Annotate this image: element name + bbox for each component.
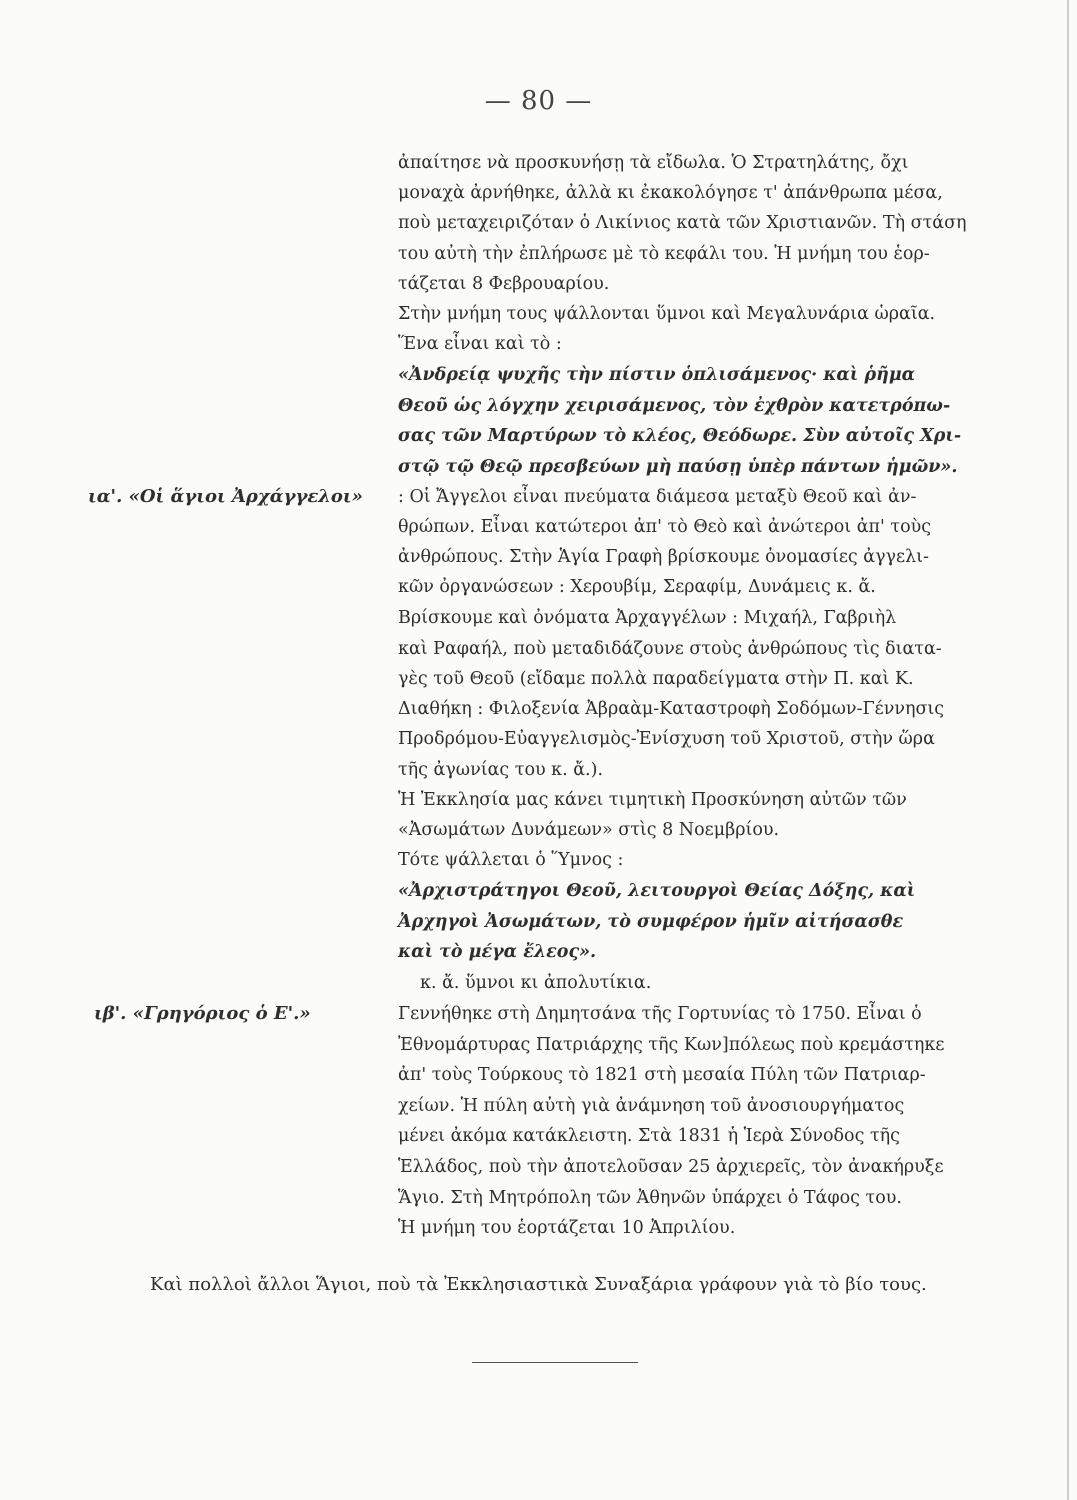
hymn-line: «Ἀνδρείᾳ ψυχῆς τὴν πίστιν ὁπλισάμενος· καὶ ῥῆμα [398, 365, 916, 385]
text-line: «Ἀσωμάτων Δυνάμεων» στὶς 8 Νοεμβρίου. [398, 820, 780, 840]
text-line: Διαθήκη : Φιλοξενία Ἀβραὰμ-Καταστροφὴ Σοδόμων-Γέννησις [398, 699, 945, 719]
text-line: ἀπαίτησε νὰ προσκυνήσῃ τὰ εἴδωλα. Ὁ Στρατηλάτης, ὄχι [398, 153, 909, 173]
text-line: του αὐτὴ τὴν ἐπλήρωσε μὲ τὸ κεφάλι του. Ἡ μνήμη του ἑορ- [398, 244, 930, 264]
text-line: θρώπων. Εἶναι κατώτεροι ἀπ' τὸ Θεὸ καὶ ἀνώτεροι ἀπ' τοὺς [398, 517, 932, 537]
page-number: — 80 — [484, 86, 593, 116]
section-label-ia: ια'. «Οἱ ἅγιοι Ἀρχάγγελοι» [88, 486, 363, 507]
text-line: Στὴν μνήμη τους ψάλλονται ὕμνοι καὶ Μεγαλυνάρια ὡραῖα. [398, 304, 936, 324]
text-line: Ἐθνομάρτυρας Πατριάρχης τῆς Κων]πόλεως ποὺ κρεμάστηκε [398, 1035, 945, 1055]
text-line: τάζεται 8 Φεβρουαρίου. [398, 274, 610, 294]
text-line: καὶ Ραφαήλ, ποὺ μεταδιδάζουνε στοὺς ἀνθρώπους τὶς διατα- [398, 639, 942, 659]
text-line: Τότε ψάλλεται ὁ Ὕμνος : [398, 850, 624, 870]
text-line: τῆς ἀγωνίας του κ. ἄ.). [398, 760, 604, 780]
hymn-line: στῷ τῷ Θεῷ πρεσβεύων μὴ παύσῃ ὑπὲρ πάντων ἡμῶν». [398, 457, 958, 477]
text-line: χείων. Ἡ πύλη αὐτὴ γιὰ ἀνάμνηση τοῦ ἀνοσιουργήματος [398, 1096, 905, 1116]
text-line: Ἡ μνήμη του ἑορτάζεται 10 Ἀπριλίου. [398, 1218, 736, 1238]
text-line: κ. ἄ. ὕμνοι κι ἀπολυτίκια. [420, 973, 652, 993]
text-line: Ἡ Ἐκκλησία μας κάνει τιμητικὴ Προσκύνηση αὐτῶν τῶν [398, 790, 907, 810]
hymn-line: σας τῶν Μαρτύρων τὸ κλέος, Θεόδωρε. Σὺν αὐτοῖς Χρι- [398, 426, 962, 446]
hymn-line: Ἀρχηγοὶ Ἀσωμάτων, τὸ συμφέρον ἡμῖν αἰτήσασθε [398, 912, 904, 932]
section-rule [472, 1362, 638, 1363]
text-line: γὲς τοῦ Θεοῦ (εἴδαμε πολλὰ παραδείγματα στὴν Π. καὶ Κ. [398, 669, 914, 689]
text-line: : Οἱ Ἄγγελοι εἶναι πνεύματα διάμεσα μεταξὺ Θεοῦ καὶ ἀν- [398, 487, 917, 507]
hymn-line: «Ἀρχιστράτηγοι Θεοῦ, λειτουργοὶ Θείας Δόξης, καὶ [398, 881, 916, 901]
hymn-line: Θεοῦ ὡς λόγχην χειρισάμενος, τὸν ἐχθρὸν κατετρόπω- [398, 396, 951, 416]
page-edge [1067, 0, 1069, 1500]
text-line: Γεννήθηκε στὴ Δημητσάνα τῆς Γορτυνίας τὸ 1750. Εἶναι ὁ [398, 1004, 922, 1024]
text-line: ἀνθρώπους. Στὴν Ἁγία Γραφὴ βρίσκουμε ὀνομασίες ἀγγελι- [398, 547, 929, 567]
text-line: μοναχὰ ἀρνήθηκε, ἀλλὰ κι ἐκακολόγησε τ' ἀπάνθρωπα μέσα, [398, 183, 943, 203]
text-line: Ἑλλάδος, ποὺ τὴν ἀποτελοῦσαν 25 ἀρχιερεῖς, τὸν ἀνακήρυξε [398, 1157, 944, 1177]
text-line: Βρίσκουμε καὶ ὀνόματα Ἀρχαγγέλων : Μιχαήλ, Γαβριὴλ [398, 608, 897, 628]
text-line: ποὺ μεταχειριζόταν ὁ Λικίνιος κατὰ τῶν Χριστιανῶν. Τὴ στάση [398, 213, 967, 233]
hymn-line: καὶ τὸ μέγα ἔλεος». [398, 942, 597, 962]
text-line: κῶν ὀργανώσεων : Χερουβίμ, Σεραφίμ, Δυνάμεις κ. ἄ. [398, 577, 876, 597]
text-line: ἀπ' τοὺς Τούρκους τὸ 1821 στὴ μεσαία Πύλη τῶν Πατριαρ- [398, 1065, 926, 1085]
text-line: Ἕνα εἶναι καὶ τὸ : [398, 334, 562, 354]
text-line: μένει ἀκόμα κατάκλειστη. Στὰ 1831 ἡ Ἱερὰ Σύνοδος τῆς [398, 1126, 900, 1146]
text-line: Προδρόμου-Εὐαγγελισμὸς-Ἐνίσχυση τοῦ Χριστοῦ, στὴν ὥρα [398, 729, 935, 749]
closing-line: Καὶ πολλοὶ ἄλλοι Ἅγιοι, ποὺ τὰ Ἐκκλησιαστικὰ Συναξάρια γράφουν γιὰ τὸ βίο τους. [150, 1274, 927, 1295]
text-line: Ἅγιο. Στὴ Μητρόπολη τῶν Ἀθηνῶν ὑπάρχει ὁ Τάφος του. [398, 1188, 902, 1208]
section-label-ib: ιβ'. «Γρηγόριος ὁ Ε'.» [94, 1003, 311, 1024]
